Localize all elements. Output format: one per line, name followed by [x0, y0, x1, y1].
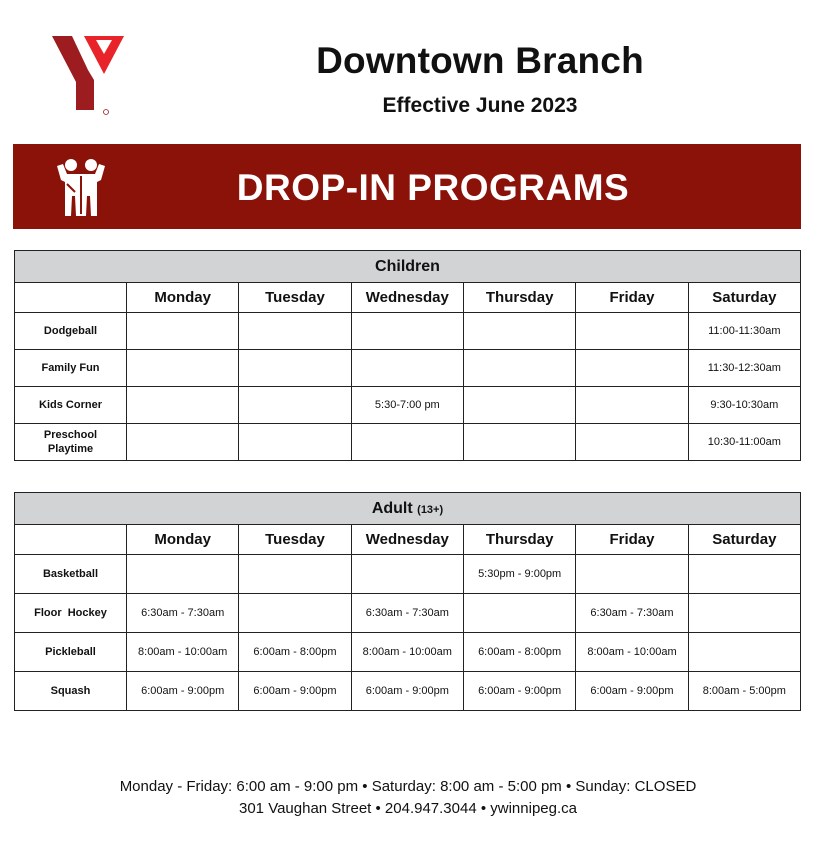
time-cell	[351, 350, 463, 387]
time-cell	[463, 313, 575, 350]
day-header: Friday	[576, 283, 688, 313]
time-cell: 6:00am - 9:00pm	[239, 672, 351, 711]
adult-schedule-table	[14, 492, 801, 711]
footer-hours: Monday - Friday: 6:00 am - 9:00 pm • Saturday: 8:00 am - 5:00 pm • Sunday: CLOSED	[119, 778, 697, 795]
time-cell: 11:00-11:30am	[688, 313, 800, 350]
time-cell	[463, 350, 575, 387]
time-cell	[239, 313, 351, 350]
time-cell	[351, 555, 463, 594]
time-cell	[576, 313, 688, 350]
time-cell: 6:00am - 8:00pm	[463, 633, 575, 672]
time-cell	[463, 387, 575, 424]
time-cell	[351, 424, 463, 461]
time-cell	[127, 555, 239, 594]
time-cell: 8:00am - 10:00am	[127, 633, 239, 672]
program-name: Dodgeball	[15, 313, 127, 350]
ymca-logo	[48, 34, 128, 118]
program-name: Floor Hockey	[15, 594, 127, 633]
children-schedule-table	[14, 250, 801, 461]
day-header: Monday	[127, 283, 239, 313]
table-row	[15, 387, 801, 424]
registered-mark-icon	[104, 110, 109, 115]
table-row	[15, 672, 801, 711]
banner-title: DROP-IN PROGRAMS	[236, 167, 630, 208]
time-cell	[688, 555, 800, 594]
day-header: Thursday	[463, 525, 575, 555]
time-cell	[351, 313, 463, 350]
day-header: Monday	[127, 525, 239, 555]
drop-in-banner	[13, 144, 801, 229]
day-header: Tuesday	[239, 525, 351, 555]
program-name: Pickleball	[15, 633, 127, 672]
section-title-children	[15, 251, 801, 283]
table-row	[15, 313, 801, 350]
time-cell: 11:30-12:30am	[688, 350, 800, 387]
program-name: Family Fun	[15, 350, 127, 387]
table-row	[15, 633, 801, 672]
adult-day-header-row	[15, 525, 801, 555]
table-row	[15, 350, 801, 387]
day-header: Wednesday	[351, 525, 463, 555]
page-title: Downtown Branch	[316, 40, 644, 81]
time-cell	[576, 424, 688, 461]
section-title-children-text: Children	[375, 257, 440, 275]
time-cell	[688, 633, 800, 672]
time-cell	[127, 424, 239, 461]
section-title-adult-text: Adult	[371, 499, 413, 517]
day-header: Saturday	[688, 525, 800, 555]
program-name: Squash	[15, 672, 127, 711]
time-cell: 10:30-11:00am	[688, 424, 800, 461]
day-header: Thursday	[463, 283, 575, 313]
day-header: Friday	[576, 525, 688, 555]
time-cell	[688, 594, 800, 633]
header-corner-cell	[15, 525, 127, 555]
header-corner-cell	[15, 283, 127, 313]
time-cell	[127, 350, 239, 387]
program-name: Basketball	[15, 555, 127, 594]
time-cell: 8:00am - 5:00pm	[688, 672, 800, 711]
time-cell: 6:00am - 9:00pm	[127, 672, 239, 711]
table-row	[15, 424, 801, 461]
time-cell: 6:30am - 7:30am	[127, 594, 239, 633]
table-row	[15, 555, 801, 594]
time-cell: 9:30-10:30am	[688, 387, 800, 424]
time-cell: 5:30-7:00 pm	[351, 387, 463, 424]
time-cell: 5:30pm - 9:00pm	[463, 555, 575, 594]
table-row	[15, 594, 801, 633]
time-cell: 8:00am - 10:00am	[351, 633, 463, 672]
time-cell	[576, 387, 688, 424]
time-cell	[463, 594, 575, 633]
section-title-adult	[15, 493, 801, 525]
time-cell: 6:30am - 7:30am	[351, 594, 463, 633]
time-cell	[239, 424, 351, 461]
time-cell	[463, 424, 575, 461]
children-day-header-row	[15, 283, 801, 313]
time-cell: 6:00am - 9:00pm	[576, 672, 688, 711]
day-header: Wednesday	[351, 283, 463, 313]
section-title-adult-suffix: (13+)	[417, 503, 444, 516]
time-cell	[239, 555, 351, 594]
time-cell	[127, 387, 239, 424]
footer-contact: 301 Vaughan Street • 204.947.3044 • ywinnipeg.ca	[239, 800, 577, 817]
time-cell: 6:00am - 8:00pm	[239, 633, 351, 672]
logo-y-shape	[52, 36, 94, 110]
time-cell	[239, 594, 351, 633]
time-cell	[239, 350, 351, 387]
page-subtitle: Effective June 2023	[382, 94, 578, 117]
people-group-icon	[53, 156, 109, 218]
time-cell: 6:00am - 9:00pm	[463, 672, 575, 711]
time-cell	[576, 555, 688, 594]
day-header: Saturday	[688, 283, 800, 313]
program-name: Preschool Playtime	[15, 424, 127, 461]
time-cell: 6:30am - 7:30am	[576, 594, 688, 633]
time-cell	[127, 313, 239, 350]
time-cell: 8:00am - 10:00am	[576, 633, 688, 672]
time-cell	[239, 387, 351, 424]
day-header: Tuesday	[239, 283, 351, 313]
time-cell	[576, 350, 688, 387]
program-name: Kids Corner	[15, 387, 127, 424]
time-cell: 6:00am - 9:00pm	[351, 672, 463, 711]
